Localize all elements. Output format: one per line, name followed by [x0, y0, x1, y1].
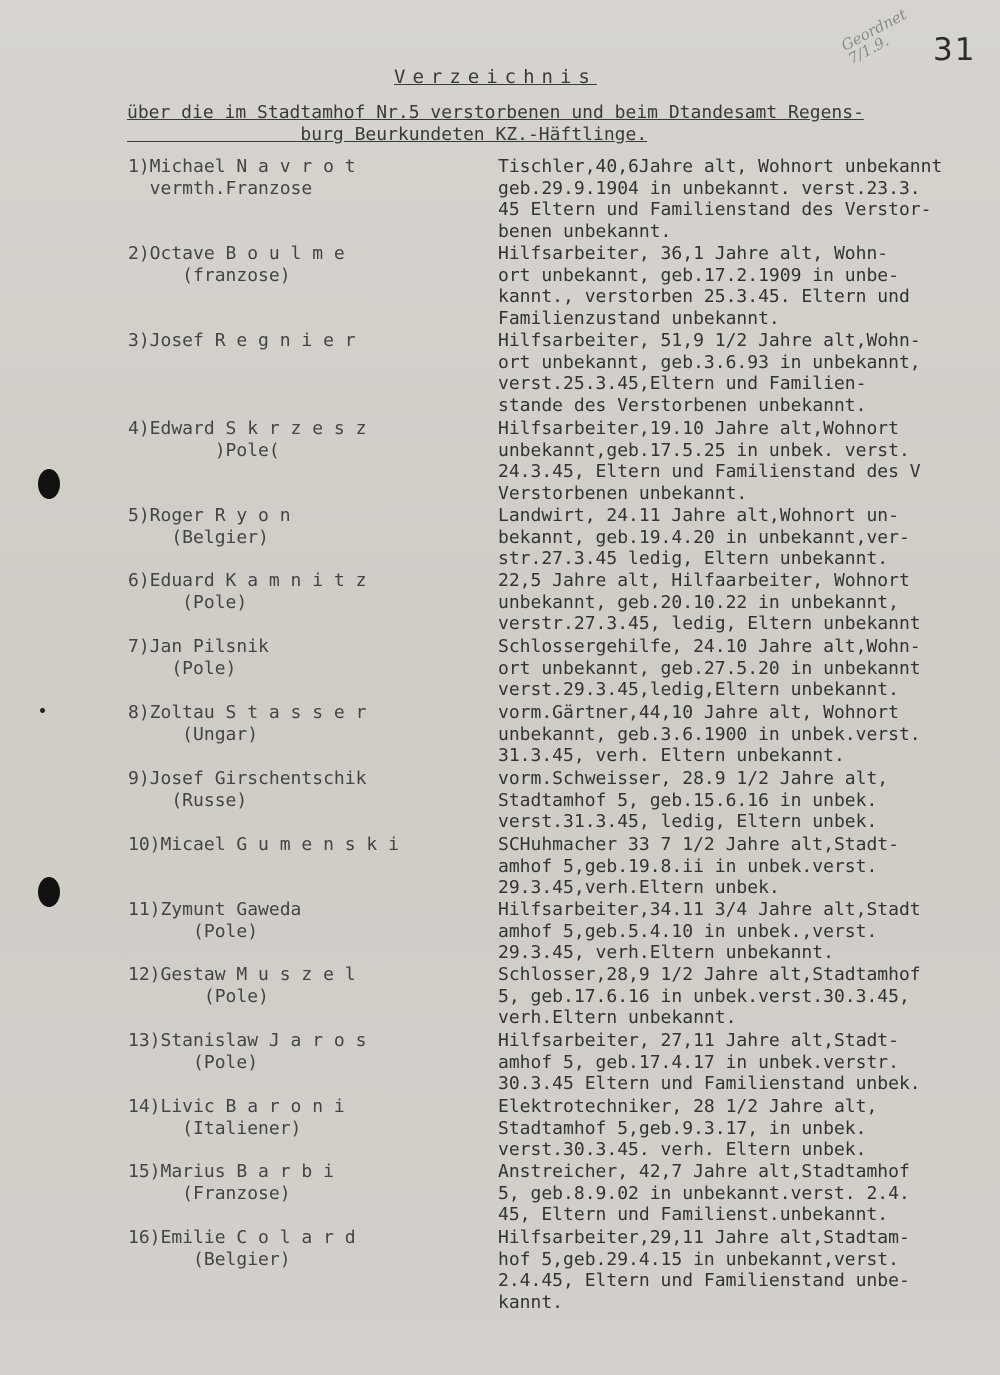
entry-details: Hilfsarbeiter, 27,11 Jahre alt,Stadt- amhof 5, geb.17.4.17 in unbek.verstr. 30.3.45 Eltern und Familienstand unbek. [498, 1030, 921, 1095]
entry-name: 8)Zoltau S t a s s e r (Ungar) [128, 702, 367, 745]
page-number: 31 [933, 32, 977, 68]
entry-name: 13)Stanislaw J a r o s (Pole) [128, 1030, 367, 1073]
entry-name: 14)Livic B a r o n i (Italiener) [128, 1096, 345, 1139]
entry-name: 15)Marius B a r b i (Franzose) [128, 1161, 334, 1204]
entry-details: Schlossergehilfe, 24.10 Jahre alt,Wohn- ort unbekannt, geb.27.5.20 in unbekannt verst.29.3.45,ledig,Eltern unbekannt. [498, 636, 921, 701]
entry-details: 22,5 Jahre alt, Hilfaarbeiter, Wohnort unbekannt, geb.20.10.22 in unbekannt, verstr.27.3.45, ledig, Eltern unbekannt [498, 570, 921, 635]
entry-name: 7)Jan Pilsnik (Pole) [128, 636, 269, 679]
entry-details: Elektrotechniker, 28 1/2 Jahre alt, Stadtamhof 5,geb.9.3.17, in unbek. verst.30.3.45. verh. Eltern unbek. [498, 1096, 878, 1161]
document-title: Verzeichnis [394, 66, 597, 88]
entry-details: Schlosser,28,9 1/2 Jahre alt,Stadtamhof 5, geb.17.6.16 in unbek.verst.30.3.45, verh.Eltern unbekannt. [498, 964, 921, 1029]
document-subtitle [127, 102, 987, 146]
entry-details: Anstreicher, 42,7 Jahre alt,Stadtamhof 5, geb.8.9.02 in unbekannt.verst. 2.4. 45, Eltern und Familienst.unbekannt. [498, 1161, 910, 1226]
entry-details: Hilfsarbeiter,34.11 3/4 Jahre alt,Stadt amhof 5,geb.5.4.10 in unbek.,verst. 29.3.45, verh.Eltern unbekannt. [498, 899, 921, 964]
entry-name: 12)Gestaw M u s z e l (Pole) [128, 964, 356, 1007]
subtitle-line: über die im Stadtamhof Nr.5 verstorbenen und beim Dtandesamt Regens- [127, 102, 864, 123]
punch-hole [38, 469, 60, 499]
ink-dot [40, 708, 45, 713]
punch-hole [38, 877, 60, 907]
entry-details: Tischler,40,6Jahre alt, Wohnort unbekannt geb.29.9.1904 in unbekannt. verst.23.3. 45 Eltern und Familienstand des Verstor- benen unbekannt. [498, 156, 943, 243]
entry-name: 16)Emilie C o l a r d (Belgier) [128, 1227, 356, 1270]
entry-details: Hilfsarbeiter,19.10 Jahre alt,Wohnort unbekannt,geb.17.5.25 in unbek. verst. 24.3.45, Eltern und Familienstand des V Verstorbenen unbekannt. [498, 418, 921, 505]
entry-name: 2)Octave B o u l m e (franzose) [128, 243, 345, 286]
entry-details: Hilfsarbeiter,29,11 Jahre alt,Stadtam- hof 5,geb.29.4.15 in unbekannt,verst. 2.4.45, Eltern und Familienstand unbe- kannt. [498, 1227, 910, 1314]
entry-name: 6)Eduard K a m n i t z (Pole) [128, 570, 367, 613]
entry-name: 1)Michael N a v r o t vermth.Franzose [128, 156, 356, 199]
entry-name: 10)Micael G u m e n s k i [128, 834, 399, 855]
entry-name: 3)Josef R e g n i e r [128, 330, 356, 351]
entry-name: 11)Zymunt Gaweda (Pole) [128, 899, 302, 942]
entry-name: 9)Josef Girschentschik (Russe) [128, 768, 367, 811]
entry-details: SCHuhmacher 33 7 1/2 Jahre alt,Stadt- amhof 5,geb.19.8.ii in unbek.verst. 29.3.45,verh.Eltern unbek. [498, 834, 899, 899]
handwritten-note: Geordnet 7/1.9. [838, 5, 910, 68]
entry-details: Hilfsarbeiter, 36,1 Jahre alt, Wohn- ort unbekannt, geb.17.2.1909 in unbe- kannt., verstorben 25.3.45. Eltern und Familienzustand unbekannt. [498, 243, 910, 330]
entry-details: Landwirt, 24.11 Jahre alt,Wohnort un- bekannt, geb.19.4.20 in unbekannt,ver- str.27.3.45 ledig, Eltern unbekannt. [498, 505, 910, 570]
entry-details: Hilfsarbeiter, 51,9 1/2 Jahre alt,Wohn- ort unbekannt, geb.3.6.93 in unbekannt, verst.25.3.45,Eltern und Familien- stande des Verstorbenen unbekannt. [498, 330, 921, 417]
entry-name: 4)Edward S k r z e s z )Pole( [128, 418, 367, 461]
entry-name: 5)Roger R y o n (Belgier) [128, 505, 291, 548]
entry-details: vorm.Schweisser, 28.9 1/2 Jahre alt, Stadtamhof 5, geb.15.6.16 in unbek. verst.31.3.45, ledig, Eltern unbek. [498, 768, 889, 833]
subtitle-line: burg Beurkundeten KZ.-Häftlinge. [127, 124, 648, 145]
entry-details: vorm.Gärtner,44,10 Jahre alt, Wohnort unbekannt, geb.3.6.1900 in unbek.verst. 31.3.45, verh. Eltern unbekannt. [498, 702, 921, 767]
